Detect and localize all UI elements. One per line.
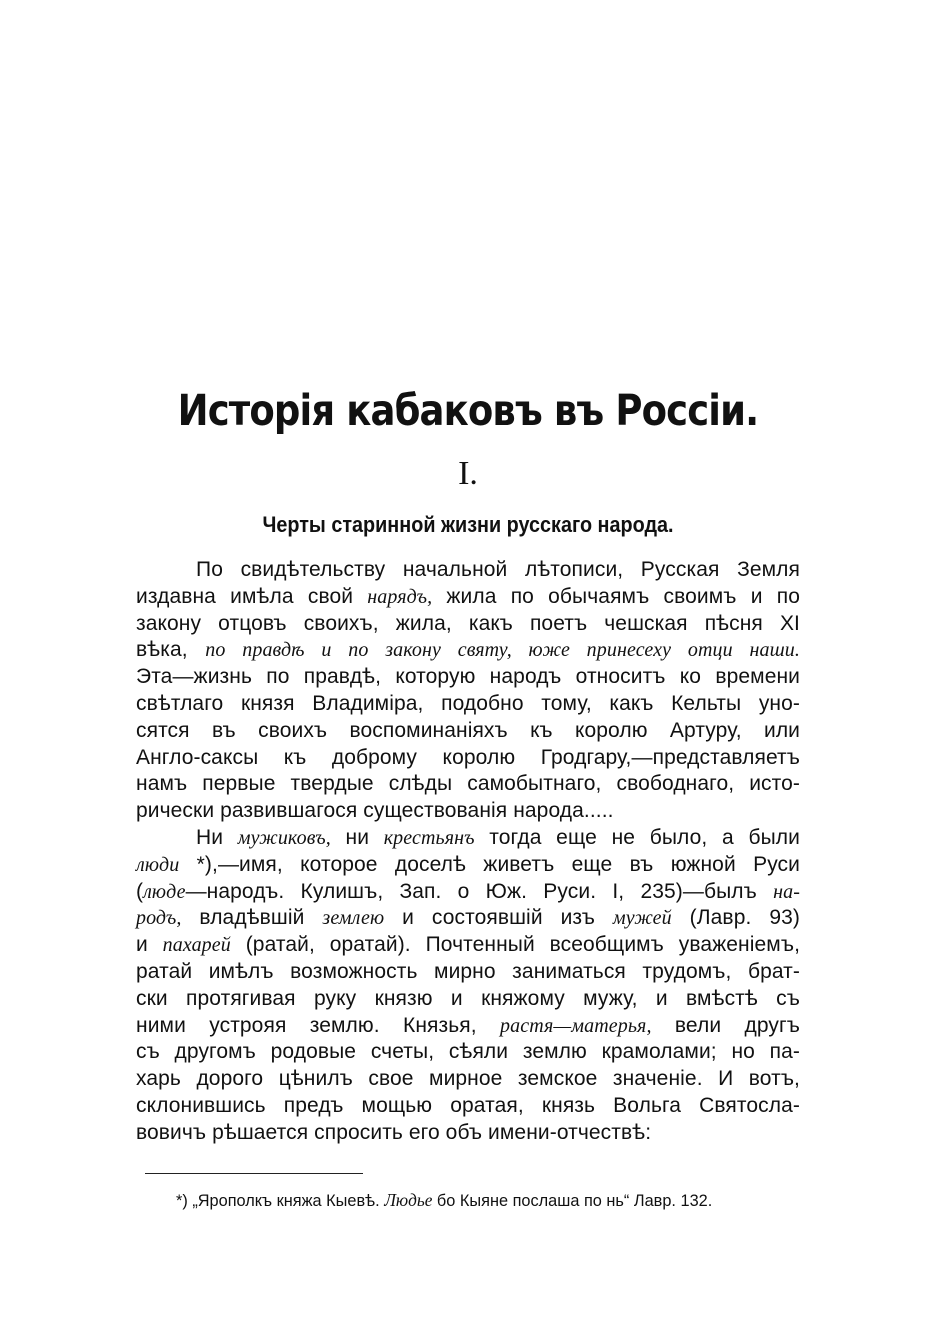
body-text	[136, 557, 800, 1147]
text-run: тогда еще не было, а были	[474, 825, 800, 849]
text-run: Ни	[196, 825, 238, 849]
text-run: —народъ. Кулишъ, Зап. о Юж. Руси. I, 235)—былъ	[185, 879, 774, 903]
text-run: По свидѣтельству начальной лѣтописи, Русская Земля	[196, 558, 800, 581]
text-line	[136, 905, 800, 932]
text-run: склонившись предъ мощью оратая, князь Вольга Святосла-	[136, 1093, 800, 1117]
text-run: и	[136, 933, 163, 957]
text-run: ни	[330, 825, 384, 849]
footnote-reference: Лавр. 132.	[629, 1191, 713, 1210]
text-line	[136, 718, 800, 745]
text-line	[136, 1066, 800, 1093]
text-run: (Лавр. 93)	[671, 906, 801, 930]
italic-phrase: люде	[143, 880, 186, 903]
text-line	[136, 932, 800, 959]
text-line	[136, 1120, 800, 1147]
chapter-numeral: I.	[458, 455, 478, 492]
text-run: жила по обычаямъ своимъ и по	[432, 584, 800, 608]
text-run: вѣка,	[136, 638, 206, 662]
text-line	[136, 959, 800, 986]
footnote-quote-rest: бо Кыяне послаша по нь“	[432, 1191, 630, 1210]
italic-phrase: родъ,	[136, 907, 182, 930]
text-run: намъ первые твердые слѣды самобытнаго, свободнаго, исто-	[136, 772, 800, 796]
text-run: (	[136, 879, 144, 903]
text-line	[136, 611, 800, 638]
text-line	[136, 745, 800, 772]
page-title: Исторія кабаковъ въ Россіи.	[177, 386, 759, 436]
text-line	[136, 852, 800, 879]
text-run: рически развившагося существованія народа.....	[136, 799, 614, 823]
text-line	[136, 798, 800, 825]
footnote-marker: *)	[176, 1191, 188, 1210]
footnote-quote-italic: Людье	[384, 1190, 433, 1210]
text-run: сятся въ своихъ воспоминаніяхъ къ королю Артуру, или	[136, 718, 800, 742]
footnote-divider	[145, 1173, 363, 1174]
italic-phrase: землею	[322, 907, 385, 930]
text-run: вели другъ	[651, 1013, 800, 1037]
italic-phrase: мужиковъ,	[237, 826, 331, 849]
italic-phrase: мужей	[612, 907, 672, 930]
italic-phrase: по правдѣ и по закону святу, юже принесеху отци наши.	[205, 639, 800, 662]
text-run: закону отцовъ своихъ, жила, какъ поетъ чешская пѣсня XI	[136, 611, 800, 635]
text-run: Англо-саксы къ доброму королю Гродгару,—представляетъ	[136, 745, 800, 769]
text-run: ски протягивая руку князю и княжому мужу, и вмѣстѣ съ	[136, 986, 800, 1010]
italic-phrase: растя—матерья,	[500, 1014, 652, 1037]
text-run: Эта—жизнь по правдѣ, которую народъ относитъ ко времени	[136, 665, 800, 689]
text-run: вовичъ рѣшается спросить его объ имени-отчествѣ:	[136, 1120, 652, 1144]
text-run: ратай имѣлъ возможность мирно заниматься трудомъ, брат-	[136, 959, 800, 983]
italic-phrase: люди	[136, 853, 180, 876]
text-line	[136, 1039, 800, 1066]
text-line	[136, 584, 800, 611]
text-line	[136, 557, 800, 584]
text-run: издавна имѣла свой	[136, 584, 368, 608]
text-line	[136, 771, 800, 798]
text-run: владѣвшій	[181, 906, 323, 930]
italic-phrase: на-	[773, 880, 800, 903]
italic-phrase: пахарей	[162, 934, 231, 957]
text-run: ними устрояя землю. Князья,	[136, 1013, 501, 1037]
text-line	[136, 637, 800, 664]
text-line	[136, 825, 800, 852]
text-run: *),—имя, которое доселѣ живетъ еще въ южной Руси	[179, 852, 800, 876]
text-run: харь дорого цѣнилъ свое мирное земское значеніе. И вотъ,	[136, 1067, 800, 1091]
footnote	[176, 1190, 775, 1211]
text-run: свѣтлаго князя Владиміра, подобно тому, какъ Кельты уно-	[136, 691, 800, 715]
text-line	[136, 1013, 800, 1040]
text-run: и состоявшій изъ	[384, 906, 613, 930]
italic-phrase: нарядъ,	[367, 585, 433, 608]
text-line	[136, 879, 800, 906]
italic-phrase: крестьянъ	[383, 826, 475, 849]
text-line	[136, 664, 800, 691]
chapter-subtitle: Черты старинной жизни русскаго народа.	[262, 512, 674, 537]
text-line	[136, 1093, 800, 1120]
text-run: съ другомъ родовые счеты, сѣяли землю крамолами; но па-	[136, 1040, 800, 1064]
text-line	[136, 691, 800, 718]
text-run: (ратай, оратай). Почтенный всеобщимъ уваженіемъ,	[230, 933, 801, 957]
footnote-quote-open: „Ярополкъ княжа Кыевѣ.	[187, 1191, 385, 1210]
text-line	[136, 986, 800, 1013]
